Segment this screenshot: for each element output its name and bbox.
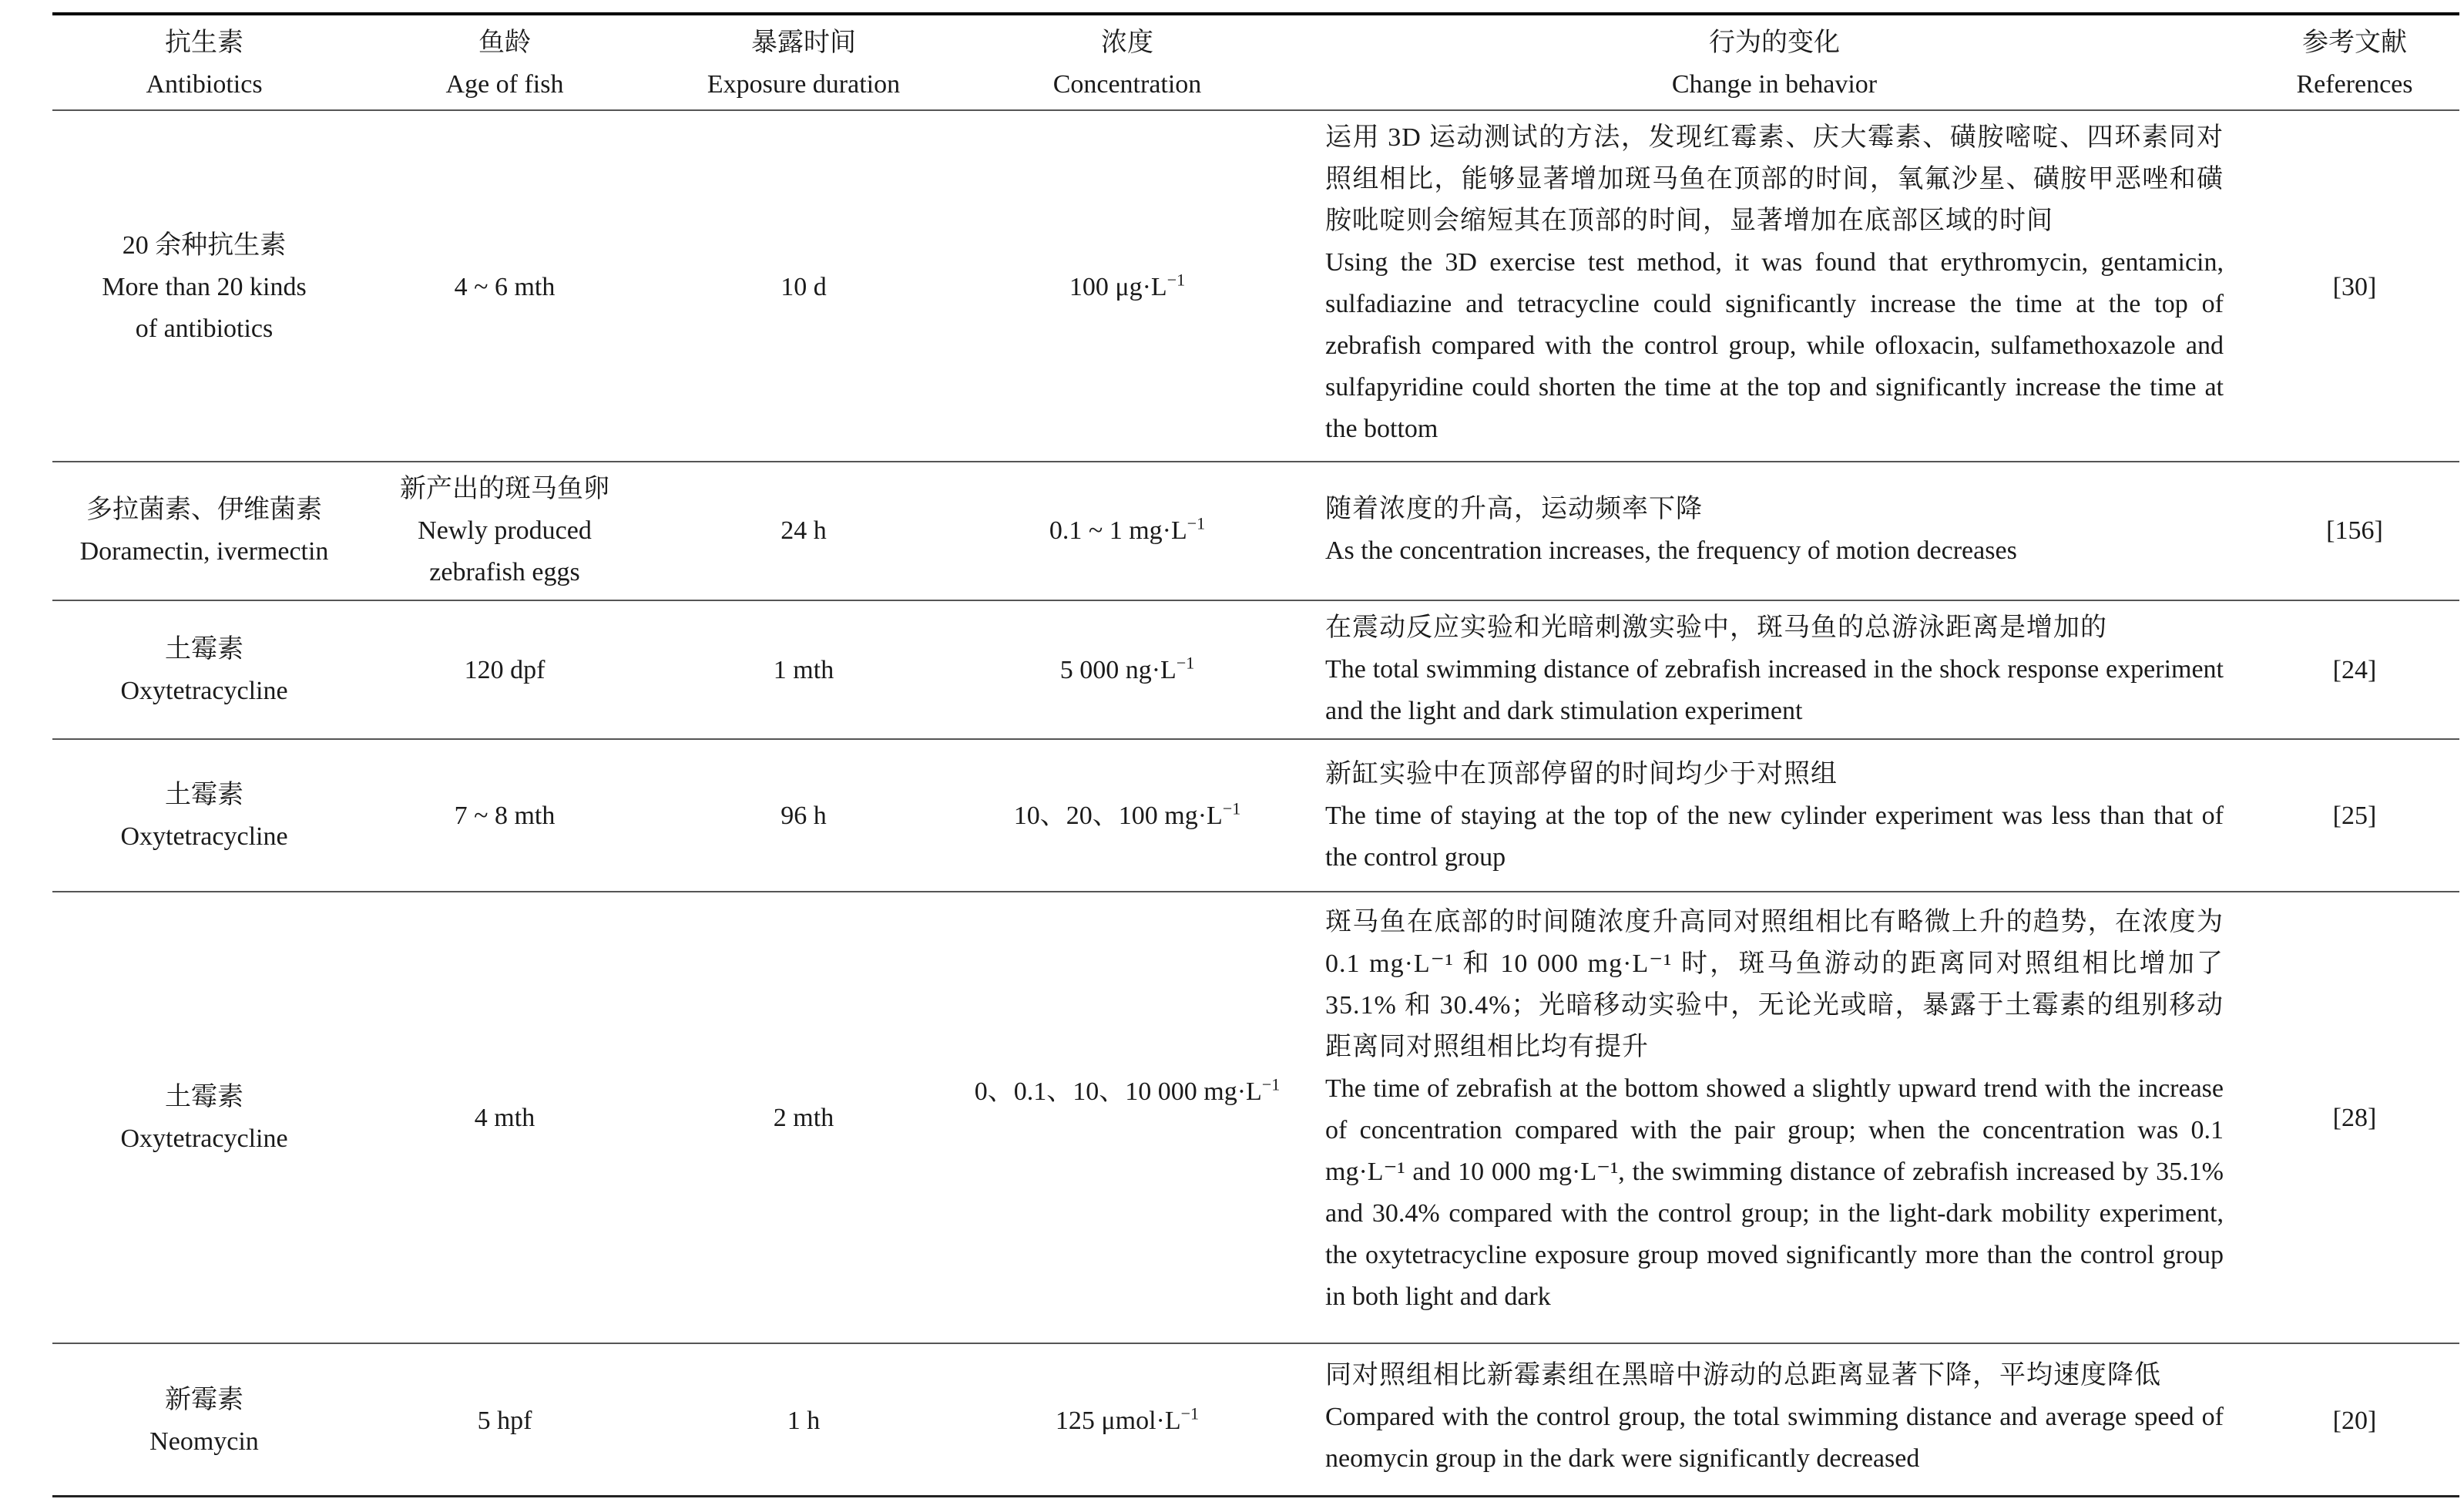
row-behavior [1325, 754, 2224, 879]
header-behavior-en: Change in behavior [1671, 70, 1878, 99]
concentration-exponent: −1 [1167, 270, 1186, 290]
cell-text: 土霉素 [165, 781, 243, 809]
cell-text: 96 h [780, 802, 827, 830]
row-concentration [954, 604, 1301, 737]
cell-text: Oxytetracycline [120, 677, 288, 705]
behavior-zh: 新缸实验中在顶部停留的时间均少于对照组 [1325, 760, 1838, 788]
row-behavior [1325, 1355, 2224, 1480]
header-concentration [954, 20, 1301, 108]
header-references-zh: 参考文献 [2302, 29, 2407, 57]
row-age [356, 896, 653, 1341]
row-reference [2250, 1347, 2459, 1495]
table-bottom-rule [52, 1495, 2459, 1497]
cell-text: [24] [2332, 656, 2377, 684]
cell-text: More than 20 kinds [102, 273, 307, 301]
concentration-value [1060, 650, 1195, 691]
cell-text: [156] [2326, 516, 2383, 545]
row-reference [2250, 116, 2459, 459]
row-antibiotic [52, 896, 356, 1341]
row-concentration [954, 465, 1301, 597]
row-age [356, 743, 653, 889]
header-concentration-en: Concentration [1052, 70, 1202, 99]
header-behavior [1325, 20, 2224, 108]
cell-text: Doramectin, ivermectin [79, 537, 329, 566]
row-age [356, 604, 653, 737]
cell-text: 多拉菌素、伊维菌素 [86, 496, 322, 524]
row-rule [52, 461, 2459, 462]
behavior-zh: 在震动反应实验和光暗刺激实验中，斑马鱼的总游泳距离是增加的 [1325, 613, 2107, 642]
behavior-zh: 同对照组相比新霉素组在黑暗中游动的总距离显著下降，平均速度降低 [1325, 1361, 2161, 1390]
cell-text: 4 mth [474, 1104, 535, 1132]
cell-text: Newly produced [418, 516, 592, 545]
row-concentration [954, 896, 1301, 1289]
row-duration [653, 604, 954, 737]
header-antibiotics-zh: 抗生素 [165, 29, 243, 57]
concentration-value [1069, 267, 1185, 308]
behavior-en: The time of zebrafish at the bottom showed a slightly upward trend with the increase of concentration compared with the pair group; when the concentration was 0.1 mg·L⁻¹ and 10 000 mg·L⁻¹, the swimming distance of zebrafish increased by 35.1% and 30.4% compared with the control group; in the light-dark mobility experiment, the oxytetracycline exposure group moved significantly more than the control group in both light and dark [1325, 1074, 2224, 1311]
concentration-text: 125 μmol·L [1055, 1406, 1181, 1435]
concentration-text: 0、0.1、10、10 000 mg·L [974, 1077, 1262, 1106]
concentration-value [975, 1071, 1280, 1113]
row-rule [52, 891, 2459, 892]
header-age-en: Age of fish [445, 70, 564, 99]
behavior-en: Using the 3D exercise test method, it was found that erythromycin, gentamicin, sulfadiazine and tetracycline could significantly increase the time at the top of zebrafish compared with the control group, while ofloxacin, sulfamethoxazole and sulfapyridine could shorten the time at the top and significantly increase the time at the bottom [1325, 248, 2224, 443]
concentration-value [1014, 795, 1240, 837]
behavior-zh: 随着浓度的升高，运动频率下降 [1325, 495, 1703, 523]
row-age [356, 465, 653, 597]
row-duration [653, 465, 954, 597]
concentration-exponent: −1 [1187, 513, 1206, 533]
concentration-text: 5 000 ng·L [1059, 656, 1177, 684]
header-concentration-zh: 浓度 [1101, 29, 1153, 57]
row-reference [2250, 604, 2459, 737]
row-antibiotic [52, 743, 356, 889]
cell-text: 7 ~ 8 mth [454, 802, 556, 830]
concentration-exponent: −1 [1261, 1074, 1281, 1094]
header-antibiotics-en: Antibiotics [146, 70, 263, 99]
header-references-en: References [2296, 70, 2413, 99]
row-duration [653, 896, 954, 1341]
cell-text: [28] [2332, 1104, 2377, 1132]
cell-text: 10 d [780, 273, 827, 301]
row-behavior [1325, 117, 2224, 450]
cell-text: Oxytetracycline [120, 1124, 288, 1153]
cell-text: 4 ~ 6 mth [454, 273, 556, 301]
header-antibiotics [52, 20, 356, 108]
cell-text: 2 mth [773, 1104, 834, 1132]
header-rule [52, 109, 2459, 111]
header-age-zh: 鱼龄 [478, 29, 531, 57]
row-antibiotic [52, 1347, 356, 1495]
concentration-text: 10、20、100 mg·L [1013, 802, 1223, 830]
row-age [356, 116, 653, 459]
header-duration-en: Exposure duration [707, 70, 901, 99]
cell-text: [25] [2332, 802, 2377, 830]
cell-text: of antibiotics [135, 314, 274, 343]
cell-text: 土霉素 [165, 635, 243, 664]
concentration-value [1049, 510, 1205, 552]
cell-text: 1 mth [773, 656, 834, 684]
row-duration [653, 1347, 954, 1495]
row-concentration [954, 743, 1301, 889]
table-top-rule [52, 12, 2459, 15]
behavior-zh: 运用 3D 运动测试的方法，发现红霉素、庆大霉素、磺胺嘧啶、四环素同对照组相比，能够显著增加斑马鱼在顶部的时间，氧氟沙星、磺胺甲恶唑和磺胺吡啶则会缩短其在顶部的时间，显著增加在底部区域的时间 [1325, 123, 2224, 235]
row-behavior [1325, 902, 2224, 1318]
concentration-exponent: −1 [1180, 1403, 1200, 1423]
cell-text: 土霉素 [165, 1083, 243, 1111]
row-antibiotic [52, 465, 356, 597]
cell-text: 新产出的斑马鱼卵 [400, 475, 609, 503]
cell-text: zebrafish eggs [429, 558, 580, 586]
row-antibiotic [52, 604, 356, 737]
row-reference [2250, 465, 2459, 597]
concentration-exponent: −1 [1176, 653, 1195, 673]
row-behavior [1325, 489, 2224, 572]
header-behavior-zh: 行为的变化 [1709, 29, 1840, 57]
cell-text: 1 h [787, 1406, 821, 1435]
cell-text: 24 h [780, 516, 827, 545]
concentration-exponent: −1 [1222, 798, 1241, 818]
header-age [356, 20, 653, 108]
cell-text: Oxytetracycline [120, 822, 288, 851]
row-antibiotic [52, 116, 356, 459]
header-duration-zh: 暴露时间 [751, 29, 856, 57]
behavior-en: The time of staying at the top of the new cylinder experiment was less than that of the control group [1325, 802, 2224, 872]
row-concentration [954, 116, 1301, 459]
cell-text: 20 余种抗生素 [122, 231, 287, 260]
cell-text: 120 dpf [464, 656, 546, 684]
header-duration [653, 20, 954, 108]
concentration-text: 100 μg·L [1069, 273, 1167, 301]
row-age [356, 1347, 653, 1495]
row-concentration [954, 1347, 1301, 1495]
row-duration [653, 743, 954, 889]
row-reference [2250, 896, 2459, 1341]
concentration-text: 0.1 ~ 1 mg·L [1049, 516, 1187, 545]
row-duration [653, 116, 954, 459]
header-references [2250, 20, 2459, 108]
row-behavior [1325, 607, 2224, 732]
cell-text: 新霉素 [165, 1386, 243, 1414]
row-rule [52, 1343, 2459, 1344]
behavior-zh: 斑马鱼在底部的时间随浓度升高同对照组相比有略微上升的趋势，在浓度为 0.1 mg·L⁻¹ 和 10 000 mg·L⁻¹ 时，斑马鱼游动的距离同对照组相比增加了 35.1% 和 30.4%；光暗移动实验中，无论光或暗，暴露于土霉素的组别移动距离同对照组相比均有提升 [1325, 908, 2224, 1061]
concentration-value [1056, 1400, 1199, 1442]
row-rule [52, 600, 2459, 601]
behavior-en: As the concentration increases, the frequency of motion decreases [1325, 536, 2017, 565]
cell-text: Neomycin [149, 1427, 259, 1456]
row-rule [52, 738, 2459, 740]
row-reference [2250, 743, 2459, 889]
behavior-en: The total swimming distance of zebrafish increased in the shock response experiment and the light and dark stimulation experiment [1325, 655, 2224, 725]
cell-text: 5 hpf [477, 1406, 532, 1435]
behavior-en: Compared with the control group, the total swimming distance and average speed of neomycin group in the dark were significantly decreased [1325, 1403, 2224, 1473]
cell-text: [30] [2332, 273, 2377, 301]
cell-text: [20] [2332, 1406, 2377, 1435]
